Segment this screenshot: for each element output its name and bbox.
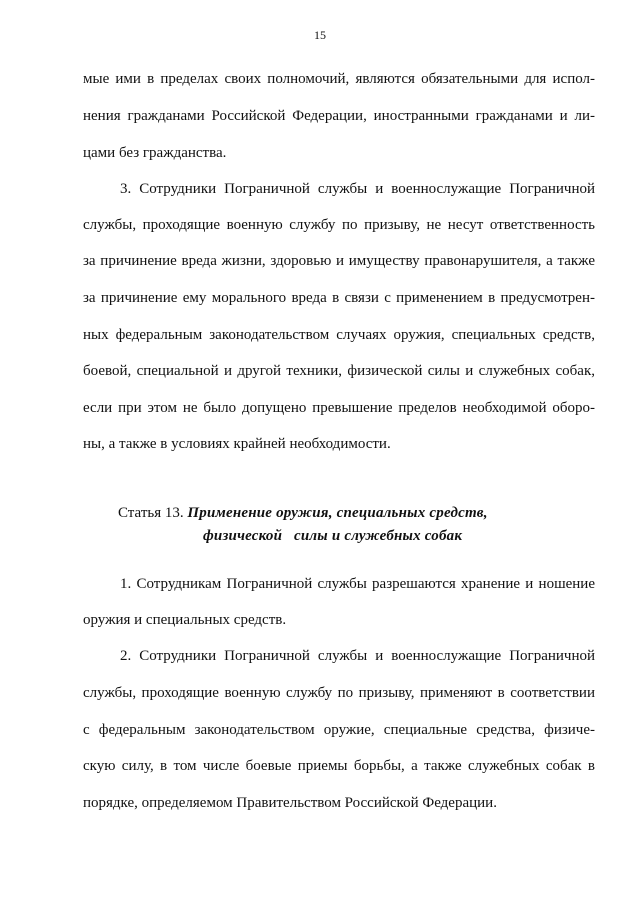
paragraph-line: 1. Сотрудникам Пограничной службы разрешаются хранение и ношение <box>120 576 595 592</box>
paragraph-line: цами без гражданства. <box>83 145 227 161</box>
paragraph-line: если при этом не было допущено превышение пределов необходимой оборо- <box>83 400 595 416</box>
paragraph-line: мые ими в пределах своих полномочий, являются обязательными для испол- <box>83 71 595 87</box>
paragraph-line: ны, а также в условиях крайней необходимости. <box>83 436 391 452</box>
article-title-line-2: физической силы и служебных собак <box>203 528 463 544</box>
paragraph-line: оружия и специальных средств. <box>83 612 287 628</box>
article-heading <box>118 504 488 522</box>
article-title-line-1: Применение оружия, специальных средств, <box>187 505 488 521</box>
paragraph-line: 3. Сотрудники Пограничной службы и военнослужащие Пограничной <box>120 181 595 197</box>
paragraph-line: скую силу, в том числе боевые приемы борьбы, а также служебных собак в <box>83 758 595 774</box>
paragraph-line: нения гражданами Российской Федерации, иностранными гражданами и ли- <box>83 108 595 124</box>
page-number: 15 <box>314 28 326 42</box>
paragraph-line: порядке, определяемом Правительством Российской Федерации. <box>83 795 497 811</box>
article-heading-continuation <box>203 527 462 545</box>
paragraph-line: службы, проходящие военную службу по призыву, не несут ответственность <box>83 217 595 233</box>
paragraph-line: с федеральным законодательством оружие, специальные средства, физиче- <box>83 722 595 738</box>
paragraph-line: 2. Сотрудники Пограничной службы и военнослужащие Пограничной <box>120 648 595 664</box>
paragraph-line: за причинение вреда жизни, здоровью и имуществу правонарушителя, а также <box>83 253 595 269</box>
paragraph-line: ных федеральным законодательством случаях оружия, специальных средств, <box>83 327 595 343</box>
article-number: Статья 13. <box>118 505 184 521</box>
paragraph-line: службы, проходящие военную службу по призыву, применяют в соответствии <box>83 685 595 701</box>
paragraph-line: боевой, специальной и другой техники, физической силы и служебных собак, <box>83 363 595 379</box>
paragraph-line: за причинение ему морального вреда в связи с применением в предусмотрен- <box>83 290 595 306</box>
